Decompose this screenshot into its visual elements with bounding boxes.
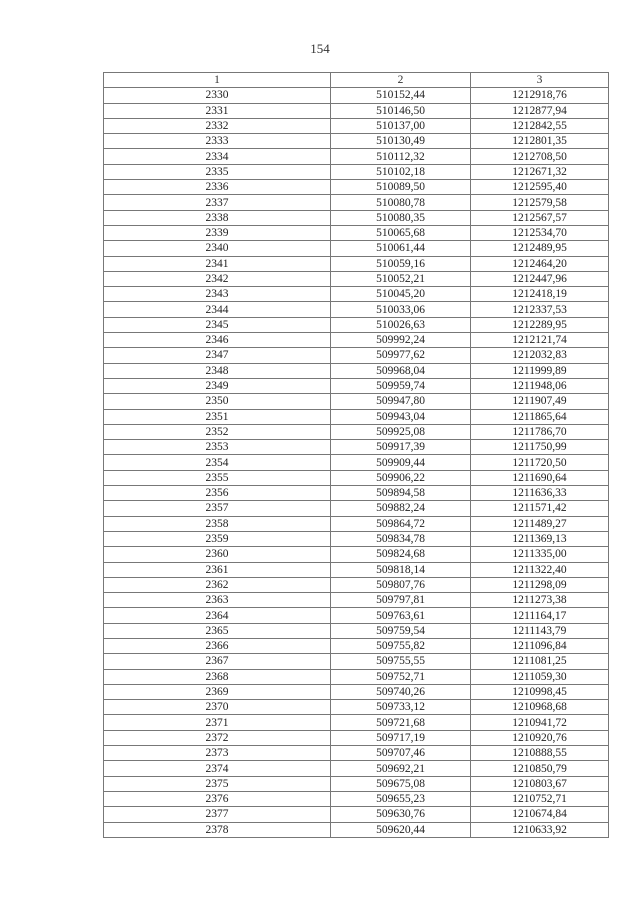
point-number-cell: 2368 [104,669,331,684]
point-number-cell: 2371 [104,715,331,730]
y-coordinate-cell: 1211489,27 [471,516,609,531]
y-coordinate-cell: 1211096,84 [471,638,609,653]
x-coordinate-cell: 509763,61 [331,608,471,623]
x-coordinate-cell: 510137,00 [331,118,471,133]
table-row [104,424,609,439]
point-number-cell: 2375 [104,776,331,791]
x-coordinate-cell: 509620,44 [331,822,471,837]
table-row [104,302,609,317]
x-coordinate-cell: 509630,76 [331,807,471,822]
point-number-cell: 2358 [104,516,331,531]
point-number-cell: 2360 [104,547,331,562]
x-coordinate-cell: 510146,50 [331,103,471,118]
y-coordinate-cell: 1211750,99 [471,440,609,455]
y-coordinate-cell: 1212418,19 [471,287,609,302]
x-coordinate-cell: 510089,50 [331,180,471,195]
y-coordinate-cell: 1211369,13 [471,531,609,546]
y-coordinate-cell: 1211720,50 [471,455,609,470]
x-coordinate-cell: 510102,18 [331,164,471,179]
y-coordinate-cell: 1211164,17 [471,608,609,623]
table-row [104,608,609,623]
y-coordinate-cell: 1211298,09 [471,577,609,592]
table-row [104,409,609,424]
y-coordinate-cell: 1211273,38 [471,593,609,608]
table-row [104,807,609,822]
table-row [104,271,609,286]
x-coordinate-cell: 510112,32 [331,149,471,164]
point-number-cell: 2333 [104,134,331,149]
x-coordinate-cell: 509717,19 [331,730,471,745]
y-coordinate-cell: 1212579,58 [471,195,609,210]
y-coordinate-cell: 1212337,53 [471,302,609,317]
y-coordinate-cell: 1211059,30 [471,669,609,684]
x-coordinate-cell: 509692,21 [331,761,471,776]
point-number-cell: 2357 [104,501,331,516]
y-coordinate-cell: 1211948,06 [471,378,609,393]
x-coordinate-cell: 509834,78 [331,531,471,546]
x-coordinate-cell: 509740,26 [331,684,471,699]
y-coordinate-cell: 1210850,79 [471,761,609,776]
point-number-cell: 2352 [104,424,331,439]
y-coordinate-cell: 1210674,84 [471,807,609,822]
x-coordinate-cell: 509864,72 [331,516,471,531]
point-number-cell: 2353 [104,440,331,455]
table-row [104,149,609,164]
point-number-cell: 2343 [104,287,331,302]
table-row [104,378,609,393]
table-row [104,195,609,210]
point-number-cell: 2361 [104,562,331,577]
y-coordinate-cell: 1210888,55 [471,746,609,761]
y-coordinate-cell: 1211690,64 [471,470,609,485]
point-number-cell: 2367 [104,654,331,669]
table-body [104,88,609,838]
y-coordinate-cell: 1212842,55 [471,118,609,133]
table-row [104,822,609,837]
table-row [104,486,609,501]
column-header-1: 1 [104,73,331,88]
y-coordinate-cell: 1212567,57 [471,210,609,225]
x-coordinate-cell: 510080,78 [331,195,471,210]
y-coordinate-cell: 1211335,00 [471,547,609,562]
y-coordinate-cell: 1212447,96 [471,271,609,286]
x-coordinate-cell: 510059,16 [331,256,471,271]
x-coordinate-cell: 509721,68 [331,715,471,730]
y-coordinate-cell: 1212534,70 [471,225,609,240]
x-coordinate-cell: 509752,71 [331,669,471,684]
table-row [104,363,609,378]
point-number-cell: 2374 [104,761,331,776]
table-row [104,791,609,806]
x-coordinate-cell: 509824,68 [331,547,471,562]
table-row [104,88,609,103]
table-row [104,180,609,195]
point-number-cell: 2337 [104,195,331,210]
table-row [104,669,609,684]
point-number-cell: 2350 [104,394,331,409]
point-number-cell: 2362 [104,577,331,592]
x-coordinate-cell: 509807,76 [331,577,471,592]
point-number-cell: 2349 [104,378,331,393]
x-coordinate-cell: 509733,12 [331,700,471,715]
point-number-cell: 2355 [104,470,331,485]
y-coordinate-cell: 1212464,20 [471,256,609,271]
y-coordinate-cell: 1212032,83 [471,348,609,363]
point-number-cell: 2363 [104,593,331,608]
table-row [104,730,609,745]
y-coordinate-cell: 1210752,71 [471,791,609,806]
table-row [104,684,609,699]
table-row [104,241,609,256]
point-number-cell: 2347 [104,348,331,363]
x-coordinate-cell: 510033,06 [331,302,471,317]
x-coordinate-cell: 510052,21 [331,271,471,286]
x-coordinate-cell: 509894,58 [331,486,471,501]
table-row [104,547,609,562]
table-row [104,577,609,592]
x-coordinate-cell: 509925,08 [331,424,471,439]
point-number-cell: 2336 [104,180,331,195]
y-coordinate-cell: 1212918,76 [471,88,609,103]
table-row [104,470,609,485]
point-number-cell: 2356 [104,486,331,501]
y-coordinate-cell: 1211081,25 [471,654,609,669]
table-row [104,715,609,730]
y-coordinate-cell: 1211865,64 [471,409,609,424]
table-row [104,103,609,118]
point-number-cell: 2364 [104,608,331,623]
table-row [104,501,609,516]
table-row [104,118,609,133]
point-number-cell: 2351 [104,409,331,424]
x-coordinate-cell: 510152,44 [331,88,471,103]
y-coordinate-cell: 1211786,70 [471,424,609,439]
table-row [104,516,609,531]
y-coordinate-cell: 1210941,72 [471,715,609,730]
x-coordinate-cell: 509947,80 [331,394,471,409]
page-number: 154 [310,41,330,56]
column-header-2: 2 [331,73,471,88]
y-coordinate-cell: 1212877,94 [471,103,609,118]
y-coordinate-cell: 1211571,42 [471,501,609,516]
x-coordinate-cell: 510065,68 [331,225,471,240]
x-coordinate-cell: 509759,54 [331,623,471,638]
table-row [104,256,609,271]
y-coordinate-cell: 1211999,89 [471,363,609,378]
point-number-cell: 2369 [104,684,331,699]
y-coordinate-cell: 1212289,95 [471,317,609,332]
table-row [104,440,609,455]
y-coordinate-cell: 1212595,40 [471,180,609,195]
point-number-cell: 2331 [104,103,331,118]
x-coordinate-cell: 509906,22 [331,470,471,485]
point-number-cell: 2341 [104,256,331,271]
y-coordinate-cell: 1212671,32 [471,164,609,179]
point-number-cell: 2339 [104,225,331,240]
point-number-cell: 2330 [104,88,331,103]
x-coordinate-cell: 509943,04 [331,409,471,424]
point-number-cell: 2377 [104,807,331,822]
x-coordinate-cell: 509655,23 [331,791,471,806]
y-coordinate-cell: 1211907,49 [471,394,609,409]
point-number-cell: 2334 [104,149,331,164]
point-number-cell: 2359 [104,531,331,546]
y-coordinate-cell: 1212121,74 [471,333,609,348]
table-row [104,638,609,653]
x-coordinate-cell: 509977,62 [331,348,471,363]
table-row [104,287,609,302]
x-coordinate-cell: 509755,82 [331,638,471,653]
x-coordinate-cell: 510045,20 [331,287,471,302]
point-number-cell: 2366 [104,638,331,653]
point-number-cell: 2332 [104,118,331,133]
point-number-cell: 2376 [104,791,331,806]
x-coordinate-cell: 510026,63 [331,317,471,332]
table-row [104,761,609,776]
x-coordinate-cell: 509917,39 [331,440,471,455]
y-coordinate-cell: 1210998,45 [471,684,609,699]
point-number-cell: 2378 [104,822,331,837]
table-row [104,210,609,225]
coordinates-table [103,72,609,838]
point-number-cell: 2354 [104,455,331,470]
x-coordinate-cell: 509882,24 [331,501,471,516]
table-row [104,134,609,149]
point-number-cell: 2344 [104,302,331,317]
point-number-cell: 2340 [104,241,331,256]
x-coordinate-cell: 509818,14 [331,562,471,577]
table-row [104,164,609,179]
table-row [104,776,609,791]
point-number-cell: 2373 [104,746,331,761]
x-coordinate-cell: 510130,49 [331,134,471,149]
y-coordinate-cell: 1210803,67 [471,776,609,791]
x-coordinate-cell: 509909,44 [331,455,471,470]
x-coordinate-cell: 510061,44 [331,241,471,256]
header-row [104,73,609,88]
x-coordinate-cell: 509755,55 [331,654,471,669]
table-row [104,531,609,546]
x-coordinate-cell: 509797,81 [331,593,471,608]
point-number-cell: 2365 [104,623,331,638]
y-coordinate-cell: 1212801,35 [471,134,609,149]
table-row [104,333,609,348]
y-coordinate-cell: 1211322,40 [471,562,609,577]
x-coordinate-cell: 509992,24 [331,333,471,348]
x-coordinate-cell: 509675,08 [331,776,471,791]
table-row [104,317,609,332]
y-coordinate-cell: 1210968,68 [471,700,609,715]
point-number-cell: 2372 [104,730,331,745]
point-number-cell: 2335 [104,164,331,179]
point-number-cell: 2345 [104,317,331,332]
point-number-cell: 2342 [104,271,331,286]
table-row [104,225,609,240]
table-row [104,593,609,608]
table-row [104,562,609,577]
y-coordinate-cell: 1211636,33 [471,486,609,501]
x-coordinate-cell: 509968,04 [331,363,471,378]
table-row [104,348,609,363]
table-header [104,73,609,88]
y-coordinate-cell: 1212489,95 [471,241,609,256]
column-header-3: 3 [471,73,609,88]
table-row [104,654,609,669]
y-coordinate-cell: 1211143,79 [471,623,609,638]
x-coordinate-cell: 510080,35 [331,210,471,225]
y-coordinate-cell: 1212708,50 [471,149,609,164]
table-row [104,746,609,761]
point-number-cell: 2338 [104,210,331,225]
point-number-cell: 2370 [104,700,331,715]
y-coordinate-cell: 1210633,92 [471,822,609,837]
table-row [104,394,609,409]
x-coordinate-cell: 509707,46 [331,746,471,761]
table-row [104,455,609,470]
point-number-cell: 2346 [104,333,331,348]
point-number-cell: 2348 [104,363,331,378]
table-row [104,700,609,715]
table-row [104,623,609,638]
x-coordinate-cell: 509959,74 [331,378,471,393]
y-coordinate-cell: 1210920,76 [471,730,609,745]
